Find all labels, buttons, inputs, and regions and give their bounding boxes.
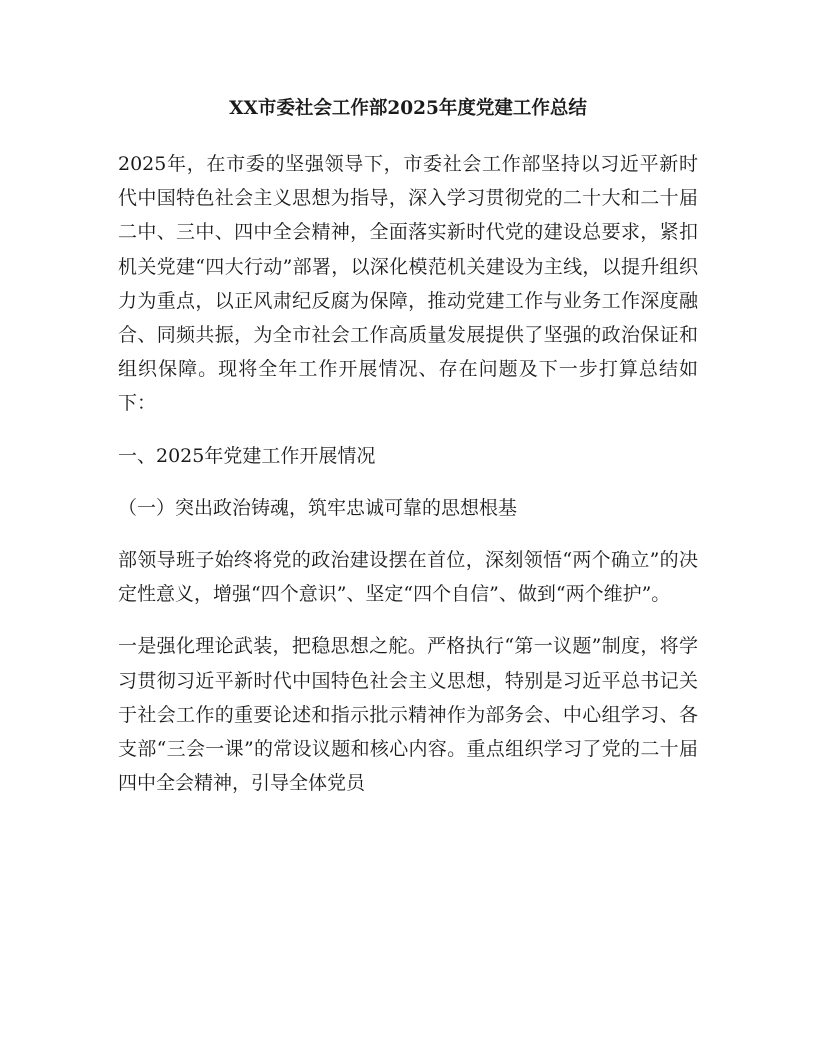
intro-paragraph: 2025年，在市委的坚强领导下，市委社会工作部坚持以习近平新时代中国特色社会主义思想为指导，深入学习贯彻党的二十大和二十届二中、三中、四中全会精神，全面落实新时代党的建设总要求，紧扣机关党建“四大行动”部署，以深化模范机关建设为主线，以提升组织力为重点，以正风肃纪反腐为保障，推动党建工作与业务工作深度融合、同频共振，为全市社会工作高质量发展提供了坚强的政治保证和组织保障。现将全年工作开展情况、存在问题及下一步打算总结如下：: [118, 153, 698, 415]
point-paragraph: 一是强化理论武装，把稳思想之舵。严格执行“第一议题”制度，将学习贯彻习近平新时代中国特色社会主义思想，特别是习近平总书记关于社会工作的重要论述和指示批示精神作为部务会、中心组学习、各支部“三会一课”的常设议题和核心内容。重点组织学习了党的二十届四中全会精神，引导全体党员: [118, 635, 698, 795]
subsection-heading: （一）突出政治铸魂，筑牢忠诚可靠的思想根基: [118, 496, 518, 519]
document-page: [118, 95, 698, 818]
section-heading: 一、2025年党建工作开展情况: [118, 444, 376, 467]
document-title: XX市委社会工作部2025年度党建工作总结: [229, 98, 587, 119]
subsection-paragraph: 部领导班子始终将党的政治建设摆在首位，深刻领悟“两个确立”的决定性意义，增强“四个意识”、坚定“四个自信”、做到“两个维护”。: [118, 549, 698, 606]
